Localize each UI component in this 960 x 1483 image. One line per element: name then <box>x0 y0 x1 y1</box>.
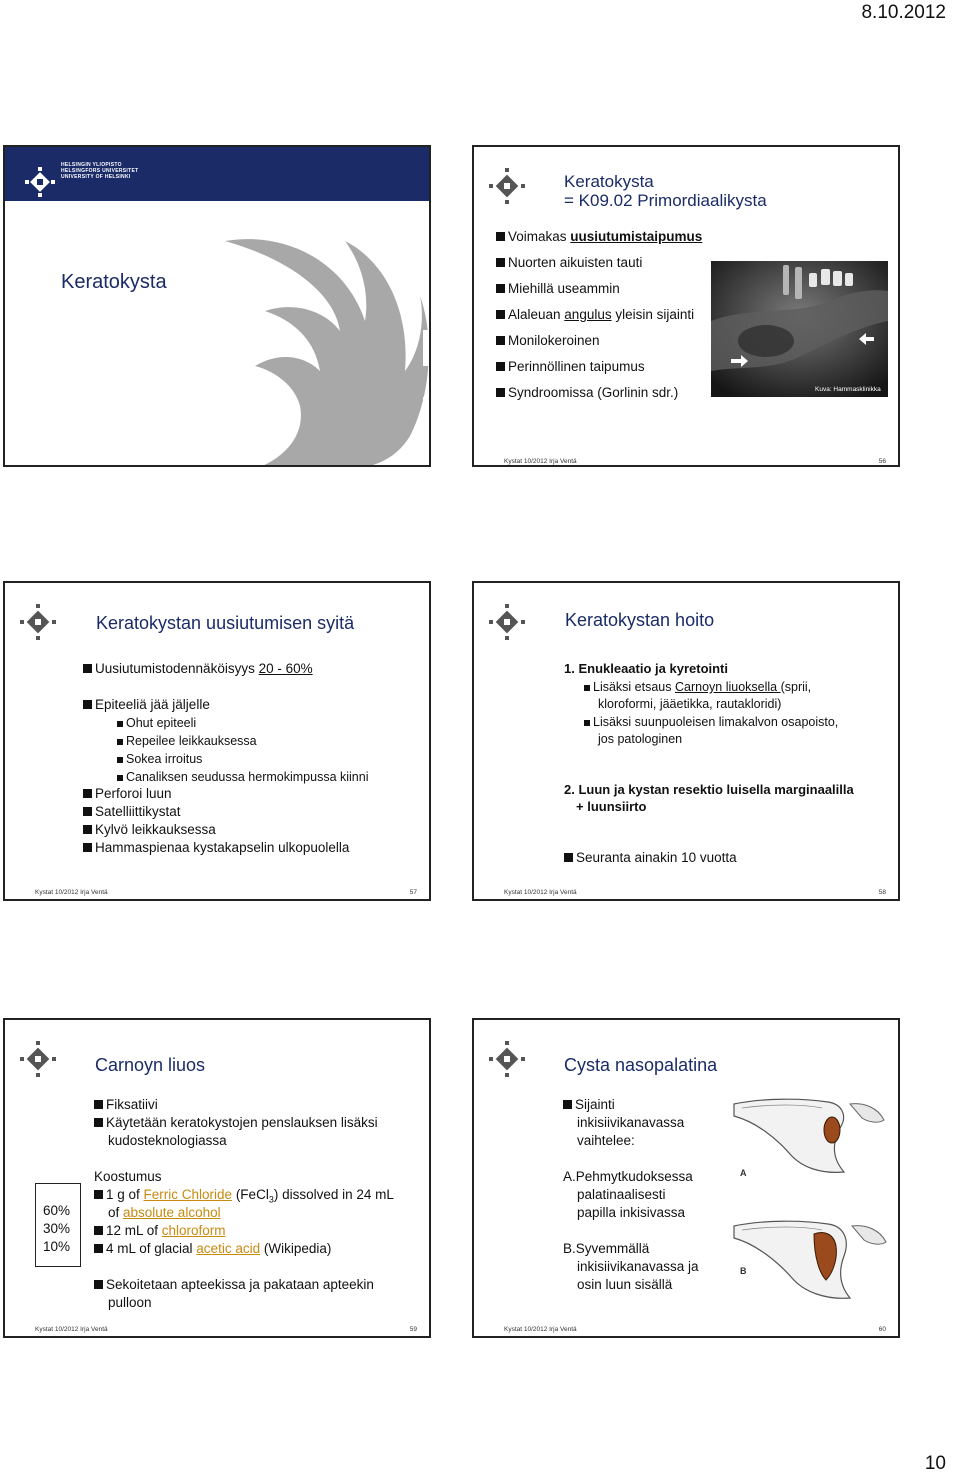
logo-line-3: UNIVERSITY OF HELSINKI <box>61 174 131 181</box>
list-item: Fiksatiivi <box>94 1096 158 1114</box>
logo-line-1: HELSINGIN YLIOPISTO <box>61 162 122 168</box>
absolute-alcohol-link[interactable]: absolute alcohol <box>123 1205 221 1220</box>
list-item-continuation: kloroformi, jääetikka, rautakloridi) <box>598 697 782 711</box>
bullet-2: Nuorten aikuisten tauti <box>496 254 642 272</box>
bullet-square-icon <box>94 1118 103 1127</box>
footer-author: Kystat 10/2012 Irja Ventä <box>504 458 577 465</box>
bullet-square-icon <box>94 1244 103 1253</box>
flame-decoration-icon <box>195 201 431 467</box>
composition-item-acetic: 4 mL of glacial acetic acid (Wikipedia) <box>94 1240 331 1258</box>
bullet-square-icon <box>496 232 505 241</box>
list-item: Epiteeliä jää jäljelle <box>83 696 210 714</box>
list-item-continuation: kudosteknologiassa <box>108 1133 227 1148</box>
slide-title-keratokysta <box>3 145 431 467</box>
slide-subtitle: = K09.02 Primordiaalikysta <box>564 191 767 210</box>
bullet-1: Voimakas uusiutumistaipumus <box>496 228 702 246</box>
list-item: Lisäksi suunpuoleisen limakalvon osapoisto, <box>584 713 838 731</box>
list-item: Ohut epiteeli <box>117 714 196 732</box>
ferric-chloride-link[interactable]: Ferric Chloride <box>143 1187 233 1202</box>
bullet-square-icon <box>496 336 505 345</box>
figure-a-diagram <box>732 1094 892 1180</box>
bullet-square-icon <box>117 757 123 763</box>
bullet-square-icon <box>584 720 590 726</box>
bullet-square-icon <box>496 310 505 319</box>
slide-title: Keratokysta <box>61 271 167 293</box>
university-logo-icon <box>488 167 526 205</box>
bullet-square-icon <box>83 700 92 709</box>
list-item: Seuranta ainakin 10 vuotta <box>564 849 737 867</box>
location-b-continuation: osin luun sisällä <box>577 1277 673 1292</box>
composition-item-ferric: 1 g of Ferric Chloride (FeCl$_3$) dissolved in 24 mL <box>94 1186 394 1209</box>
slide-number: 59 <box>409 1326 417 1333</box>
page-date: 8.10.2012 <box>861 2 946 23</box>
slide-footer <box>504 1326 886 1333</box>
list-item: Sokea irroitus <box>117 750 202 768</box>
slide-recurrence-causes <box>3 581 431 901</box>
bullet-square-icon <box>83 843 92 852</box>
bullet-square-icon <box>83 825 92 834</box>
list-item-continuation: vaihtelee: <box>577 1133 635 1148</box>
slide-title: Keratokystan uusiutumisen syitä <box>96 613 355 633</box>
title-slide-white-bar <box>423 330 431 366</box>
list-item: Uusiutumistodennäköisyys 20 - 60% <box>83 660 313 678</box>
list-item: Sijainti <box>563 1096 615 1114</box>
list-item: Repeilee leikkauksessa <box>117 732 257 750</box>
figure-b-diagram <box>732 1218 892 1302</box>
bullet-square-icon <box>563 1100 572 1109</box>
slide-treatment <box>472 581 900 901</box>
university-logo-icon <box>488 603 526 641</box>
figure-a-label: A <box>740 1168 747 1178</box>
bullet-7: Syndroomissa (Gorlinin sdr.) <box>496 384 678 402</box>
page-number: 10 <box>924 1453 946 1474</box>
bullet-square-icon <box>83 664 92 673</box>
percent-60: 60% <box>43 1203 71 1218</box>
list-item: Sekoitetaan apteekissa ja pakataan apteekin <box>94 1276 374 1294</box>
slide-title: Cysta nasopalatina <box>564 1055 718 1075</box>
slide-footer <box>35 889 417 896</box>
figure-b-label: B <box>740 1266 747 1276</box>
chloroform-link[interactable]: chloroform <box>161 1223 226 1238</box>
image-caption: Kuva: Hammasklinikka <box>815 386 881 393</box>
acetic-acid-link[interactable]: acetic acid <box>196 1241 261 1256</box>
slide-carnoy-solution <box>3 1018 431 1338</box>
list-item: Satelliittikystat <box>83 803 181 821</box>
list-item: Perforoi luun <box>83 785 172 803</box>
footer-author: Kystat 10/2012 Irja Ventä <box>504 1326 577 1333</box>
slide-number: 60 <box>878 1326 886 1333</box>
slide-footer <box>35 1326 417 1333</box>
slide-cysta-nasopalatina <box>472 1018 900 1338</box>
location-b-continuation: inkisiivikanavassa ja <box>577 1259 699 1274</box>
composition-item-chloroform: 12 mL of chloroform <box>94 1222 226 1240</box>
footer-author: Kystat 10/2012 Irja Ventä <box>504 889 577 896</box>
bullet-square-icon <box>94 1100 103 1109</box>
bullet-5: Monilokeroinen <box>496 332 600 350</box>
slide-footer <box>504 458 886 465</box>
location-a-continuation: papilla inkisivassa <box>577 1205 686 1220</box>
slide-title: Carnoyn liuos <box>95 1055 206 1075</box>
slide-number: 57 <box>409 889 417 896</box>
list-item: Käytetään keratokystojen penslauksen lisäksi <box>94 1114 378 1132</box>
bullet-square-icon <box>496 258 505 267</box>
title-slide-white-bar <box>423 397 431 425</box>
list-item: Lisäksi etsaus Carnoyn liuoksella (sprii, <box>584 678 811 696</box>
list-item: Hammaspienaa kystakapselin ulkopuolella <box>83 839 349 857</box>
university-logo-text <box>61 162 138 181</box>
bullet-square-icon <box>496 284 505 293</box>
list-item-continuation: pulloon <box>108 1295 152 1310</box>
bullet-square-icon <box>496 362 505 371</box>
university-logo-icon <box>488 1040 526 1078</box>
treatment-step-2-continuation: + luunsiirto <box>576 799 647 814</box>
university-logo-icon <box>19 1040 57 1078</box>
location-b: B.Syvemmällä <box>563 1241 650 1256</box>
location-a-continuation: palatinaalisesti <box>577 1187 666 1202</box>
bullet-square-icon <box>94 1226 103 1235</box>
slide-keratokysta-details <box>472 145 900 467</box>
footer-author: Kystat 10/2012 Irja Ventä <box>35 1326 108 1333</box>
university-logo-icon <box>19 603 57 641</box>
bullet-square-icon <box>117 775 123 781</box>
list-item-continuation: jos patologinen <box>598 732 683 746</box>
list-item: Kylvö leikkauksessa <box>83 821 216 839</box>
composition-heading: Koostumus <box>94 1169 162 1184</box>
treatment-step-2: 2. Luun ja kystan resektio luisella marginaalilla <box>564 782 854 797</box>
list-item: Canaliksen seudussa hermokimpussa kiinni <box>117 768 368 786</box>
bullet-square-icon <box>117 721 123 727</box>
footer-author: Kystat 10/2012 Irja Ventä <box>35 889 108 896</box>
slide-number: 56 <box>878 458 886 465</box>
university-logo-icon <box>23 165 57 199</box>
bullet-square-icon <box>94 1190 103 1199</box>
slide-title: Keratokysta <box>564 172 654 191</box>
logo-line-2: HELSINGFORS UNIVERSITET <box>61 168 139 175</box>
bullet-square-icon <box>584 685 590 691</box>
composition-item-ferric-continuation: of absolute alcohol <box>108 1205 221 1220</box>
percent-10: 10% <box>43 1239 71 1254</box>
slide-footer <box>504 889 886 896</box>
list-item-continuation: inkisiivikanavassa <box>577 1115 685 1130</box>
location-a: A.Pehmytkudoksessa <box>563 1169 693 1184</box>
bullet-square-icon <box>496 388 505 397</box>
percent-30: 30% <box>43 1221 71 1236</box>
bullet-3: Miehillä useammin <box>496 280 620 298</box>
bullet-square-icon <box>83 789 92 798</box>
bullet-square-icon <box>94 1280 103 1289</box>
treatment-step-1: 1. Enukleaatio ja kyretointi <box>564 661 728 676</box>
bullet-6: Perinnöllinen taipumus <box>496 358 645 376</box>
bullet-square-icon <box>117 739 123 745</box>
bullet-square-icon <box>83 807 92 816</box>
xray-image <box>711 261 888 397</box>
bullet-square-icon <box>564 853 573 862</box>
slide-title: Keratokystan hoito <box>565 610 715 630</box>
bullet-4: Alaleuan angulus yleisin sijainti <box>496 306 694 324</box>
slide-number: 58 <box>878 889 886 896</box>
